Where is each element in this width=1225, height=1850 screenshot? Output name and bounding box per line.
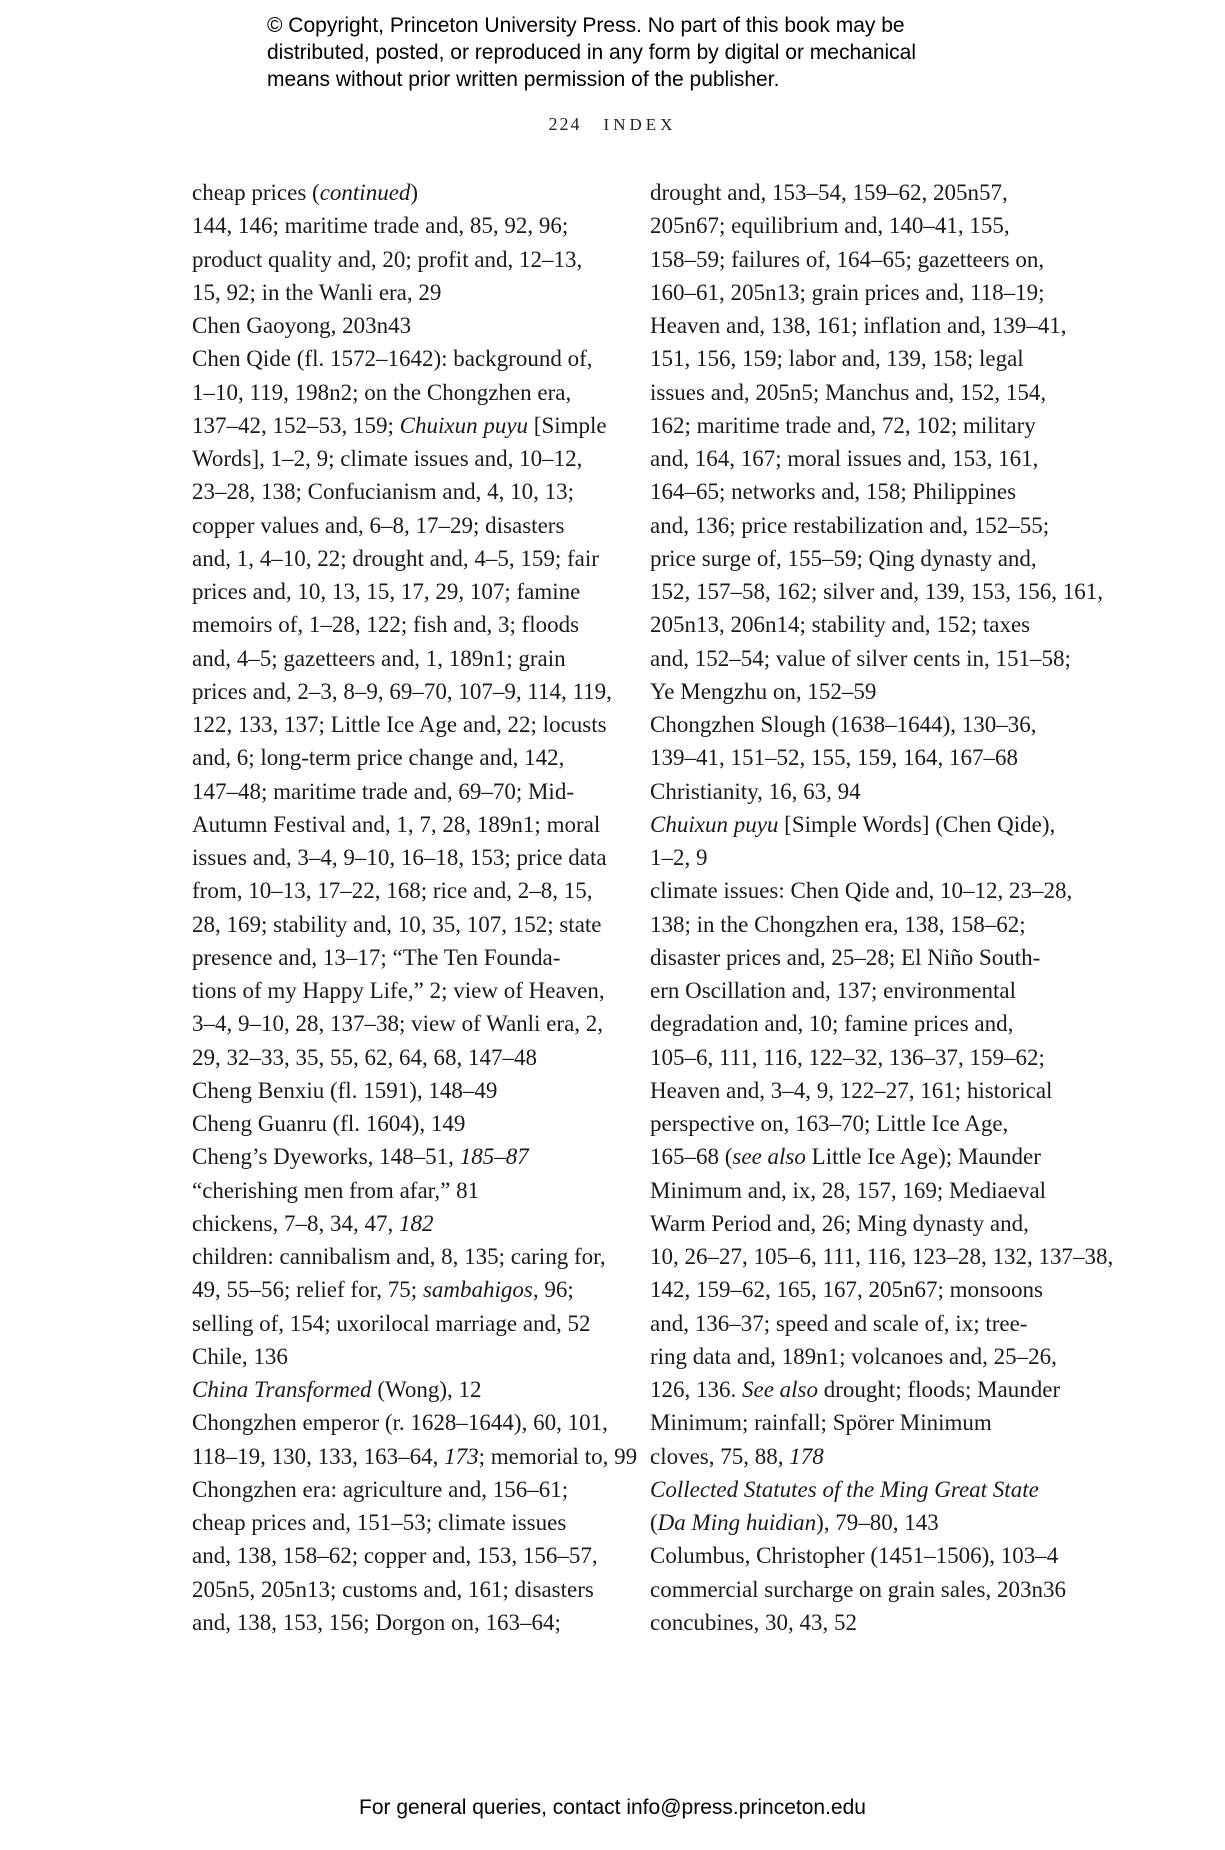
index-entry-line: 122, 133, 137; Little Ice Age and, 22; locusts	[192, 712, 607, 737]
index-entry-line: Autumn Festival and, 1, 7, 28, 189n1; moral	[192, 811, 601, 837]
copyright-line: © Copyright, Princeton University Press. No part of this book may be	[267, 14, 905, 37]
index-entry-line: 144, 146; maritime trade and, 85, 92, 96;	[192, 213, 569, 239]
index-entry	[650, 1573, 1080, 1606]
index-entry-line: 142, 159–62, 165, 167, 205n67; monsoons	[650, 1277, 1043, 1303]
index-entry-line: Heaven and, 138, 161; inflation and, 139–41,	[650, 313, 1067, 338]
index-entry	[192, 1074, 632, 1107]
index-entry-line: 49, 55–56; relief for, 75; sambahigos, 96;	[192, 1277, 574, 1303]
index-entry-line: Chongzhen era: agriculture and, 156–61;	[192, 1476, 569, 1502]
index-entry-line: chickens, 7–8, 34, 47, 182	[192, 1210, 434, 1236]
index-entry-line: concubines, 30, 43, 52	[650, 1609, 857, 1635]
index-entry	[192, 1473, 632, 1639]
index-entry	[650, 1606, 1080, 1639]
index-entry-line: issues and, 3–4, 9–10, 16–18, 153; price data	[192, 845, 607, 870]
index-entry-line: “cherishing men from afar,” 81	[192, 1177, 480, 1203]
index-entry-line: 137–42, 152–53, 159; Chuixun puyu [Simple	[192, 412, 607, 438]
index-entry-line: prices and, 2–3, 8–9, 69–70, 107–9, 114, 119,	[192, 678, 612, 704]
index-entry-line: selling of, 154; uxorilocal marriage and, 52	[192, 1310, 591, 1336]
index-entry-line: 28, 169; stability and, 10, 35, 107, 152; state	[192, 911, 602, 937]
footer-contact: For general queries, contact info@press.princeton.edu	[359, 1796, 866, 1819]
index-entry-line: and, 152–54; value of silver cents in, 151–58;	[650, 645, 1071, 671]
index-entry-line: climate issues: Chen Qide and, 10–12, 23–28,	[650, 878, 1073, 904]
index-entry-line: Chile, 136	[192, 1343, 288, 1369]
index-entry-line: disaster prices and, 25–28; El Niño South-	[650, 944, 1041, 970]
index-entry-line: 160–61, 205n13; grain prices and, 118–19;	[650, 279, 1045, 305]
page-number: 224	[548, 114, 582, 134]
index-entry-line: 158–59; failures of, 164–65; gazetteers on,	[650, 246, 1045, 272]
index-entry-line: and, 138, 153, 156; Dorgon on, 163–64;	[192, 1609, 561, 1635]
index-entry-line: 205n5, 205n13; customs and, 161; disasters	[192, 1576, 594, 1602]
index-entry-line: 1–2, 9	[650, 845, 708, 870]
index-entry-line: 165–68 (see also Little Ice Age); Maunder	[650, 1144, 1041, 1170]
index-entry-line: 138; in the Chongzhen era, 138, 158–62;	[650, 911, 1026, 937]
index-entry	[192, 176, 632, 309]
index-entry-line: 126, 136. See also drought; floods; Maunder	[650, 1377, 1061, 1402]
index-entry	[650, 176, 1103, 708]
index-entry	[192, 1406, 638, 1473]
index-entry-line: Chen Gaoyong, 203n43	[192, 313, 412, 338]
index-entry-line: ern Oscillation and, 137; environmental	[650, 978, 1016, 1003]
index-entry-line: cheap prices and, 151–53; climate issues	[192, 1510, 567, 1535]
index-entry-line: presence and, 13–17; “The Ten Founda-	[192, 944, 561, 970]
index-entry	[192, 1207, 632, 1240]
index-entry-line: cheap prices (continued)	[192, 180, 419, 205]
index-entry-line: Collected Statutes of the Ming Great State	[650, 1476, 1039, 1502]
index-entry-line: 15, 92; in the Wanli era, 29	[192, 279, 442, 305]
index-entry-line: 1–10, 119, 198n2; on the Chongzhen era,	[192, 379, 572, 405]
index-entry-line: and, 6; long-term price change and, 142,	[192, 745, 565, 771]
index-entry-line: and, 1, 4–10, 22; drought and, 4–5, 159; fair	[192, 545, 599, 571]
index-entry-line: 205n67; equilibrium and, 140–41, 155,	[650, 213, 1010, 239]
index-entry-line: Cheng Guanru (fl. 1604), 149	[192, 1111, 466, 1136]
index-entry-line: Chongzhen Slough (1638–1644), 130–36,	[650, 712, 1037, 737]
index-entry-line: China Transformed (Wong), 12	[192, 1377, 482, 1402]
index-entry-line: Warm Period and, 26; Ming dynasty and,	[650, 1210, 1029, 1236]
index-entry	[192, 342, 632, 1074]
index-entry-line: Ye Mengzhu on, 152–59	[650, 678, 877, 704]
index-entry-line: 10, 26–27, 105–6, 111, 116, 123–28, 132, 137–38,	[650, 1244, 1114, 1269]
index-entry-line: Christianity, 16, 63, 94	[650, 778, 861, 804]
running-head	[0, 114, 1225, 135]
index-entry-line: Heaven and, 3–4, 9, 122–27, 161; historical	[650, 1077, 1053, 1103]
index-entry-line: drought and, 153–54, 159–62, 205n57,	[650, 180, 1008, 205]
index-entry-line: ring data and, 189n1; volcanoes and, 25–26,	[650, 1343, 1057, 1369]
index-entry-line: and, 136–37; speed and scale of, ix; tree-	[650, 1310, 1028, 1336]
index-entry-line: and, 4–5; gazetteers and, 1, 189n1; grain	[192, 645, 566, 671]
index-entry-line: issues and, 205n5; Manchus and, 152, 154,	[650, 379, 1047, 405]
index-entry	[192, 1340, 632, 1373]
index-entry-line: and, 164, 167; moral issues and, 153, 161,	[650, 446, 1039, 471]
copyright-line: means without prior written permission of the publisher.	[267, 68, 780, 91]
index-entry-line: 147–48; maritime trade and, 69–70; Mid-	[192, 778, 574, 804]
index-entry	[192, 1140, 632, 1173]
index-entry-line: perspective on, 163–70; Little Ice Age,	[650, 1111, 1009, 1136]
index-entry-line: 152, 157–58, 162; silver and, 139, 153, 156, 161,	[650, 579, 1103, 604]
index-entry-line: 23–28, 138; Confucianism and, 4, 10, 13;	[192, 479, 575, 505]
index-entry-line: Chuixun puyu [Simple Words] (Chen Qide),	[650, 811, 1056, 837]
index-entry-line: and, 136; price restabilization and, 152–55;	[650, 512, 1050, 538]
index-entry	[650, 1539, 1080, 1572]
index-entry-line: 3–4, 9–10, 28, 137–38; view of Wanli era, 2,	[192, 1011, 604, 1037]
index-entry-line: 205n13, 206n14; stability and, 152; taxes	[650, 612, 1031, 638]
index-entry	[192, 1373, 632, 1406]
index-column-right	[650, 176, 1114, 1639]
index-entry-line: Cheng Benxiu (fl. 1591), 148–49	[192, 1077, 498, 1103]
index-entry	[192, 1174, 632, 1207]
index-entry	[650, 1473, 1080, 1540]
index-entry-line: Cheng’s Dyeworks, 148–51, 185–87	[192, 1144, 529, 1170]
index-entry	[650, 708, 1080, 775]
index-entry	[192, 1107, 632, 1140]
index-entry	[650, 775, 1080, 808]
index-entry-line: Columbus, Christopher (1451–1506), 103–4	[650, 1543, 1059, 1569]
index-entry-line: memoirs of, 1–28, 122; fish and, 3; floods	[192, 612, 580, 638]
index-entry-line: degradation and, 10; famine prices and,	[650, 1011, 1014, 1037]
index-entry-line: Minimum and, ix, 28, 157, 169; Mediaeval	[650, 1177, 1047, 1203]
index-entry-line: prices and, 10, 13, 15, 17, 29, 107; famine	[192, 579, 581, 604]
index-entry	[192, 309, 632, 342]
index-entry	[192, 1240, 632, 1340]
index-entry-line: Words], 1–2, 9; climate issues and, 10–12,	[192, 446, 583, 471]
index-entry-line: and, 138, 158–62; copper and, 153, 156–57,	[192, 1543, 598, 1569]
index-entry-line: children: cannibalism and, 8, 135; caring for,	[192, 1244, 606, 1269]
copyright-line: distributed, posted, or reproduced in any form by digital or mechanical	[267, 41, 917, 64]
index-entry-line: commercial surcharge on grain sales, 203n36	[650, 1576, 1066, 1602]
copyright-notice	[267, 12, 1027, 93]
index-entry-line: product quality and, 20; profit and, 12–13,	[192, 246, 583, 272]
index-entry-line: (Da Ming huidian), 79–80, 143	[650, 1510, 939, 1535]
index-entry	[650, 1440, 1080, 1473]
index-entry-line: Minimum; rainfall; Spörer Minimum	[650, 1410, 992, 1436]
index-entry-line: 118–19, 130, 133, 163–64, 173; memorial to, 99	[192, 1443, 638, 1469]
index-entry-line: tions of my Happy Life,” 2; view of Heaven,	[192, 978, 605, 1003]
index-entry-line: 164–65; networks and, 158; Philippines	[650, 479, 1017, 505]
section-label: INDEX	[603, 115, 677, 134]
index-entry	[650, 874, 1114, 1439]
index-entry-line: Chongzhen emperor (r. 1628–1644), 60, 101,	[192, 1410, 608, 1436]
index-entry-line: 162; maritime trade and, 72, 102; military	[650, 412, 1036, 438]
index-entry-line: cloves, 75, 88, 178	[650, 1443, 824, 1469]
index-entry-line: from, 10–13, 17–22, 168; rice and, 2–8, 15,	[192, 878, 593, 904]
index-entry-line: 105–6, 111, 116, 122–32, 136–37, 159–62;	[650, 1044, 1045, 1070]
index-entry-line: 151, 156, 159; labor and, 139, 158; legal	[650, 346, 1024, 372]
index-entry	[650, 808, 1080, 875]
index-entry-line: price surge of, 155–59; Qing dynasty and,	[650, 545, 1037, 571]
index-column-left	[192, 176, 638, 1639]
index-entry-line: Chen Qide (fl. 1572–1642): background of,	[192, 346, 593, 372]
index-entry-line: copper values and, 6–8, 17–29; disasters	[192, 512, 565, 538]
index-entry-line: 139–41, 151–52, 155, 159, 164, 167–68	[650, 745, 1018, 771]
index-entry-line: 29, 32–33, 35, 55, 62, 64, 68, 147–48	[192, 1044, 537, 1070]
